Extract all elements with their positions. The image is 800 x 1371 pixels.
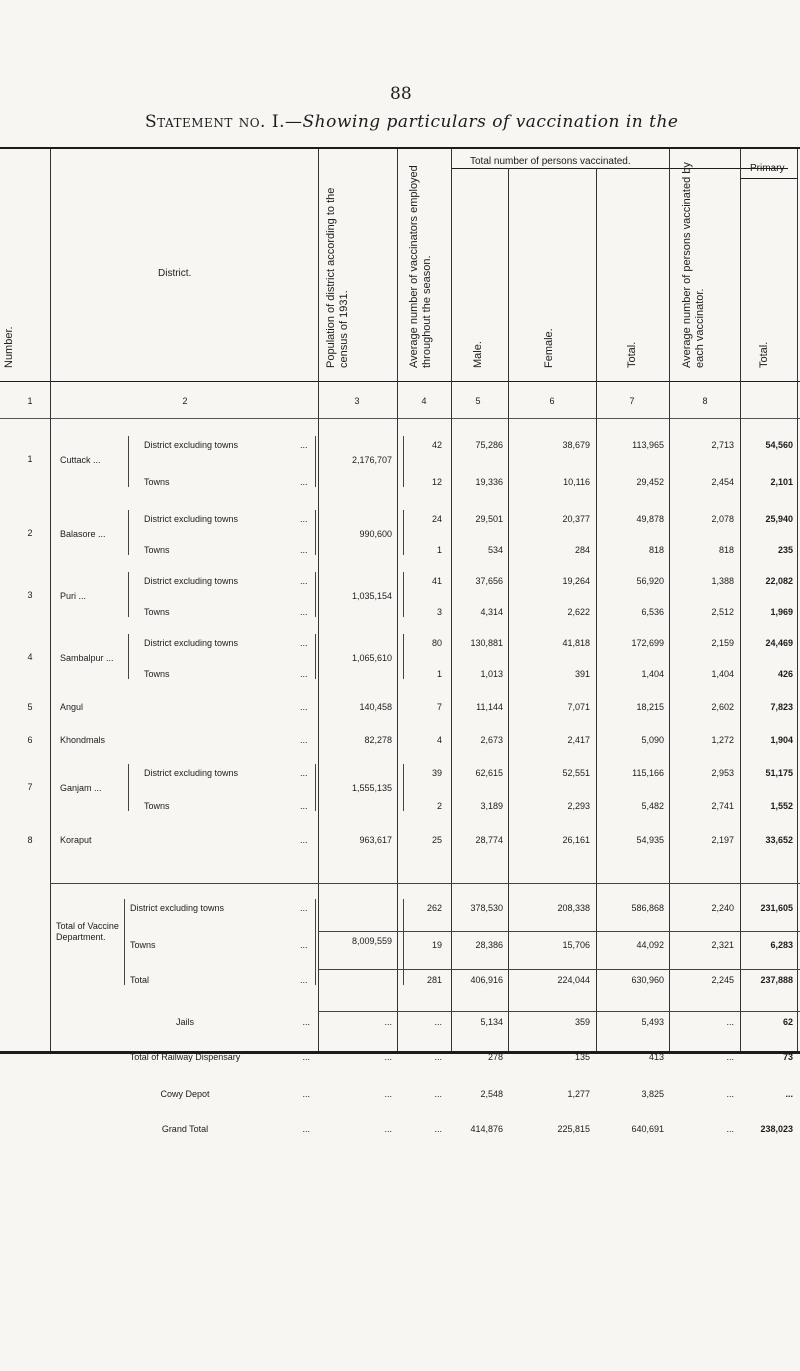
primary-total-value: 54,560 — [765, 440, 793, 450]
dots: ... — [300, 576, 308, 586]
total-value: 29,452 — [636, 477, 664, 487]
primary-total-value: 237,888 — [760, 975, 793, 985]
title-prefix: Statement no. I.— — [145, 112, 303, 132]
row-number: 3 — [27, 590, 33, 600]
vaccinators-value: 12 — [431, 477, 442, 487]
total-value: 113,965 — [632, 440, 664, 450]
vaccinators-value: 42 — [431, 440, 442, 450]
colnum-rule — [0, 418, 800, 419]
male-value: 37,656 — [475, 576, 503, 586]
average-value: 2,078 — [711, 514, 734, 524]
male-value: 278 — [487, 1052, 503, 1062]
dots: ... — [300, 768, 308, 778]
male-value: 2,673 — [480, 735, 503, 745]
total-value: 630,960 — [631, 975, 664, 985]
district-name: Khondmals — [60, 735, 106, 745]
col-line — [508, 168, 509, 1051]
average-value: 2,245 — [711, 975, 734, 985]
primary-total-value: 25,940 — [765, 514, 793, 524]
population-value: 82,278 — [364, 735, 392, 745]
average-value: ... — [726, 1017, 734, 1027]
dots: ... — [300, 514, 308, 524]
primary-total-value: 238,023 — [760, 1124, 793, 1134]
district-name: Grand Total — [161, 1124, 209, 1134]
sub-district: District excluding towns — [144, 576, 239, 586]
population-value: ... — [384, 1052, 392, 1062]
total-value: 56,920 — [636, 576, 664, 586]
primary-total-value: 231,605 — [760, 903, 793, 913]
population-value: 963,617 — [359, 835, 392, 845]
row-number: 7 — [27, 782, 33, 792]
row-number: 5 — [27, 702, 33, 712]
sub-district: Towns — [144, 477, 170, 487]
district-name: Jails — [175, 1017, 194, 1027]
vaccinators-value: ... — [434, 1124, 442, 1134]
col-number: 3 — [354, 396, 360, 406]
male-value: 414,876 — [470, 1124, 503, 1134]
population-value: ... — [384, 1089, 392, 1099]
total-value: 5,493 — [641, 1017, 664, 1027]
sub-district: Towns — [144, 669, 170, 679]
female-value: 224,044 — [557, 975, 590, 985]
male-value: 28,774 — [475, 835, 503, 845]
col-line — [596, 168, 597, 1051]
total-value: 115,166 — [632, 768, 664, 778]
dots: ... — [300, 477, 308, 487]
primary-total-value: 62 — [782, 1017, 793, 1027]
sub-district: Towns — [144, 607, 170, 617]
col-line — [397, 149, 398, 1051]
male-value: 5,134 — [480, 1017, 503, 1027]
vaccinators-value: 262 — [426, 903, 442, 913]
brace — [312, 436, 316, 487]
dots: ... — [300, 975, 308, 985]
sub-district: Total — [130, 975, 150, 985]
sub-district: Towns — [144, 801, 170, 811]
dots: ... — [300, 607, 308, 617]
district-name: Puri ... — [60, 591, 87, 601]
primary-total-value: 33,652 — [765, 835, 793, 845]
district-name: Total of Railway Dispensary — [129, 1052, 241, 1062]
total-value: 586,868 — [631, 903, 664, 913]
vaccinators-value: 39 — [431, 768, 442, 778]
brace — [312, 899, 316, 985]
header-total: Total. — [626, 341, 638, 368]
brace — [128, 764, 132, 811]
female-value: 20,377 — [562, 514, 590, 524]
average-value: 2,159 — [711, 638, 734, 648]
vaccinators-value: 3 — [436, 607, 442, 617]
average-value: 2,602 — [711, 702, 734, 712]
brace — [403, 510, 407, 555]
primary-total-value: 51,175 — [765, 768, 793, 778]
total-value: 640,691 — [631, 1124, 664, 1134]
header-number: Number. — [3, 326, 15, 368]
vaccinators-value: 24 — [431, 514, 442, 524]
female-value: 2,622 — [567, 607, 590, 617]
female-value: 26,161 — [562, 835, 590, 845]
male-value: 19,336 — [475, 477, 503, 487]
sub-district: District excluding towns — [144, 440, 239, 450]
primary-total-value: 235 — [777, 545, 793, 555]
sub-district: District excluding towns — [144, 514, 239, 524]
male-value: 378,530 — [470, 903, 503, 913]
total-value: 44,092 — [636, 940, 664, 950]
total-value: 1,404 — [641, 669, 664, 679]
average-value: 2,321 — [711, 940, 734, 950]
col-number: 4 — [421, 396, 427, 406]
vaccinators-value: 4 — [436, 735, 442, 745]
row-number: 8 — [27, 835, 33, 845]
average-value: 2,197 — [711, 835, 734, 845]
col-number: 8 — [702, 396, 708, 406]
primary-total-value: 1,969 — [770, 607, 793, 617]
col-line — [740, 149, 741, 1051]
vaccinators-value: 80 — [431, 638, 442, 648]
female-value: 10,116 — [563, 477, 590, 487]
average-value: 1,388 — [711, 576, 734, 586]
sub-district: District excluding towns — [144, 638, 239, 648]
vaccinators-value: 281 — [426, 975, 442, 985]
header-vaccinators: Average number of vaccinators employed throughout the season. — [408, 165, 433, 368]
male-value: 28,386 — [475, 940, 503, 950]
sub-district: District excluding towns — [130, 903, 225, 913]
male-value: 11,144 — [476, 702, 503, 712]
primary-total-value: 24,469 — [765, 638, 793, 648]
district-name: Sambalpur ... — [60, 653, 114, 663]
population-value: ... — [384, 1124, 392, 1134]
col-line — [797, 149, 798, 1051]
brace — [403, 764, 407, 811]
row-rule — [50, 883, 800, 884]
col-number: 7 — [629, 396, 635, 406]
brace — [128, 436, 132, 487]
primary-rule — [740, 178, 798, 179]
female-value: 52,551 — [562, 768, 590, 778]
district-name: Ganjam ... — [60, 783, 102, 793]
female-value: 284 — [574, 545, 590, 555]
average-value: 2,953 — [711, 768, 734, 778]
total-value: 413 — [648, 1052, 664, 1062]
male-value: 534 — [487, 545, 503, 555]
brace — [403, 899, 407, 985]
header-total-group: Total number of persons vaccinated. — [470, 156, 631, 167]
vaccinators-value: ... — [434, 1089, 442, 1099]
district-name: Koraput — [60, 835, 92, 845]
sub-district: District excluding towns — [144, 768, 239, 778]
total-value: 18,215 — [636, 702, 664, 712]
female-value: 225,815 — [557, 1124, 590, 1134]
total-value: 818 — [648, 545, 664, 555]
female-value: 38,679 — [562, 440, 590, 450]
total-value: 5,482 — [641, 801, 664, 811]
row-number: 1 — [27, 454, 33, 464]
col-line — [451, 149, 452, 1051]
district-name: Cuttack ... — [60, 455, 101, 465]
header-primary-total: Total. — [758, 341, 770, 368]
female-value: 391 — [574, 669, 590, 679]
brace — [312, 572, 316, 617]
male-value: 2,548 — [480, 1089, 503, 1099]
header-population: Population of district according to the census of 1931. — [325, 187, 350, 368]
row-rule — [318, 931, 800, 932]
total-value: 6,536 — [641, 607, 664, 617]
col-line — [669, 149, 670, 1051]
primary-total-value: ... — [785, 1089, 793, 1099]
vaccinators-value: 41 — [431, 576, 442, 586]
col-number: 6 — [549, 396, 555, 406]
average-value: ... — [726, 1052, 734, 1062]
average-value: 2,454 — [711, 477, 734, 487]
population-value: 1,555,135 — [351, 783, 392, 793]
dots: ... — [300, 545, 308, 555]
col-number: 1 — [27, 396, 33, 406]
male-value: 75,286 — [475, 440, 503, 450]
row-number: 4 — [27, 652, 33, 662]
col-line — [318, 149, 319, 1051]
brace — [128, 634, 132, 679]
dots: ... — [300, 735, 308, 745]
brace — [312, 510, 316, 555]
population-value: 2,176,707 — [351, 455, 392, 465]
district-name: Angul — [60, 702, 84, 712]
dots: ... — [300, 835, 308, 845]
average-value: 1,272 — [711, 735, 734, 745]
total-value: 172,699 — [631, 638, 664, 648]
dots: ... — [300, 669, 308, 679]
title-italic: Showing particulars of vaccination in the — [302, 112, 679, 132]
vaccinators-value: 19 — [431, 940, 442, 950]
district-name: Balasore ... — [60, 529, 106, 539]
header-bottom-rule — [0, 381, 800, 382]
col-number: 5 — [475, 396, 481, 406]
male-value: 130,881 — [470, 638, 503, 648]
brace — [312, 634, 316, 679]
population-value: 1,065,610 — [351, 653, 392, 663]
dots: ... — [302, 1124, 310, 1134]
average-value: 1,404 — [711, 669, 734, 679]
dots: ... — [302, 1089, 310, 1099]
district-name: Total of Vaccine Department. — [56, 921, 119, 942]
population-value: 8,009,559 — [351, 936, 392, 946]
population-value: 990,600 — [359, 529, 392, 539]
brace — [403, 634, 407, 679]
population-value: 1,035,154 — [351, 591, 392, 601]
average-value: 2,741 — [711, 801, 734, 811]
header-female: Female. — [543, 328, 555, 368]
row-number: 2 — [27, 528, 33, 538]
dots: ... — [300, 801, 308, 811]
page-title — [145, 112, 678, 132]
primary-total-value: 1,552 — [770, 801, 793, 811]
average-value: ... — [726, 1089, 734, 1099]
dots: ... — [300, 903, 308, 913]
average-value: 2,240 — [711, 903, 734, 913]
total-value: 49,878 — [636, 514, 664, 524]
vaccinators-value: 1 — [436, 669, 442, 679]
total-value: 5,090 — [641, 735, 664, 745]
district-name: Cowy Depot — [160, 1089, 210, 1099]
dots: ... — [302, 1052, 310, 1062]
vaccinators-value: 25 — [431, 835, 442, 845]
brace — [403, 436, 407, 487]
table-top-rule — [0, 147, 800, 149]
header-male: Male. — [472, 341, 484, 368]
row-rule — [318, 1011, 800, 1012]
population-value: 140,458 — [359, 702, 392, 712]
female-value: 15,706 — [562, 940, 590, 950]
female-value: 359 — [574, 1017, 590, 1027]
average-value: 818 — [718, 545, 734, 555]
male-value: 1,013 — [480, 669, 503, 679]
sub-district: Towns — [144, 545, 170, 555]
total-value: 3,825 — [641, 1089, 664, 1099]
primary-total-value: 7,823 — [770, 702, 793, 712]
female-value: 1,277 — [567, 1089, 590, 1099]
brace — [128, 572, 132, 617]
brace — [403, 572, 407, 617]
female-value: 7,071 — [567, 702, 590, 712]
row-number: 6 — [27, 735, 33, 745]
primary-total-value: 426 — [777, 669, 793, 679]
female-value: 135 — [574, 1052, 590, 1062]
average-value: 2,512 — [711, 607, 734, 617]
brace — [128, 510, 132, 555]
page-number: 88 — [390, 84, 412, 104]
brace — [124, 899, 128, 985]
vaccinators-value: ... — [434, 1052, 442, 1062]
male-value: 406,916 — [470, 975, 503, 985]
dots: ... — [302, 1017, 310, 1027]
brace — [312, 764, 316, 811]
col-line — [50, 149, 51, 1051]
header-primary: Primary — [750, 163, 785, 174]
vaccinators-value: 1 — [436, 545, 442, 555]
dots: ... — [300, 940, 308, 950]
primary-total-value: 6,283 — [770, 940, 793, 950]
male-value: 62,615 — [475, 768, 503, 778]
male-value: 3,189 — [480, 801, 503, 811]
col-number: 2 — [182, 396, 188, 406]
primary-total-value: 73 — [782, 1052, 793, 1062]
header-district: District. — [158, 268, 192, 279]
male-value: 4,314 — [480, 607, 503, 617]
female-value: 208,338 — [557, 903, 590, 913]
primary-total-value: 2,101 — [770, 477, 793, 487]
vaccinators-value: 2 — [436, 801, 442, 811]
vaccinators-value: ... — [434, 1017, 442, 1027]
dots: ... — [300, 638, 308, 648]
female-value: 41,818 — [562, 638, 590, 648]
dots: ... — [300, 702, 308, 712]
sub-district: Towns — [130, 940, 156, 950]
row-rule — [318, 969, 800, 970]
female-value: 2,293 — [567, 801, 590, 811]
female-value: 2,417 — [567, 735, 590, 745]
dots: ... — [300, 440, 308, 450]
vaccinators-value: 7 — [436, 702, 442, 712]
population-value: ... — [384, 1017, 392, 1027]
primary-total-value: 1,904 — [770, 735, 793, 745]
average-value: 2,713 — [711, 440, 734, 450]
total-value: 54,935 — [636, 835, 664, 845]
female-value: 19,264 — [562, 576, 590, 586]
male-value: 29,501 — [475, 514, 503, 524]
primary-total-value: 22,082 — [765, 576, 793, 586]
average-value: ... — [726, 1124, 734, 1134]
header-average: Average number of persons vaccinated by each vaccinator. — [681, 162, 706, 368]
group-rule — [451, 168, 788, 169]
